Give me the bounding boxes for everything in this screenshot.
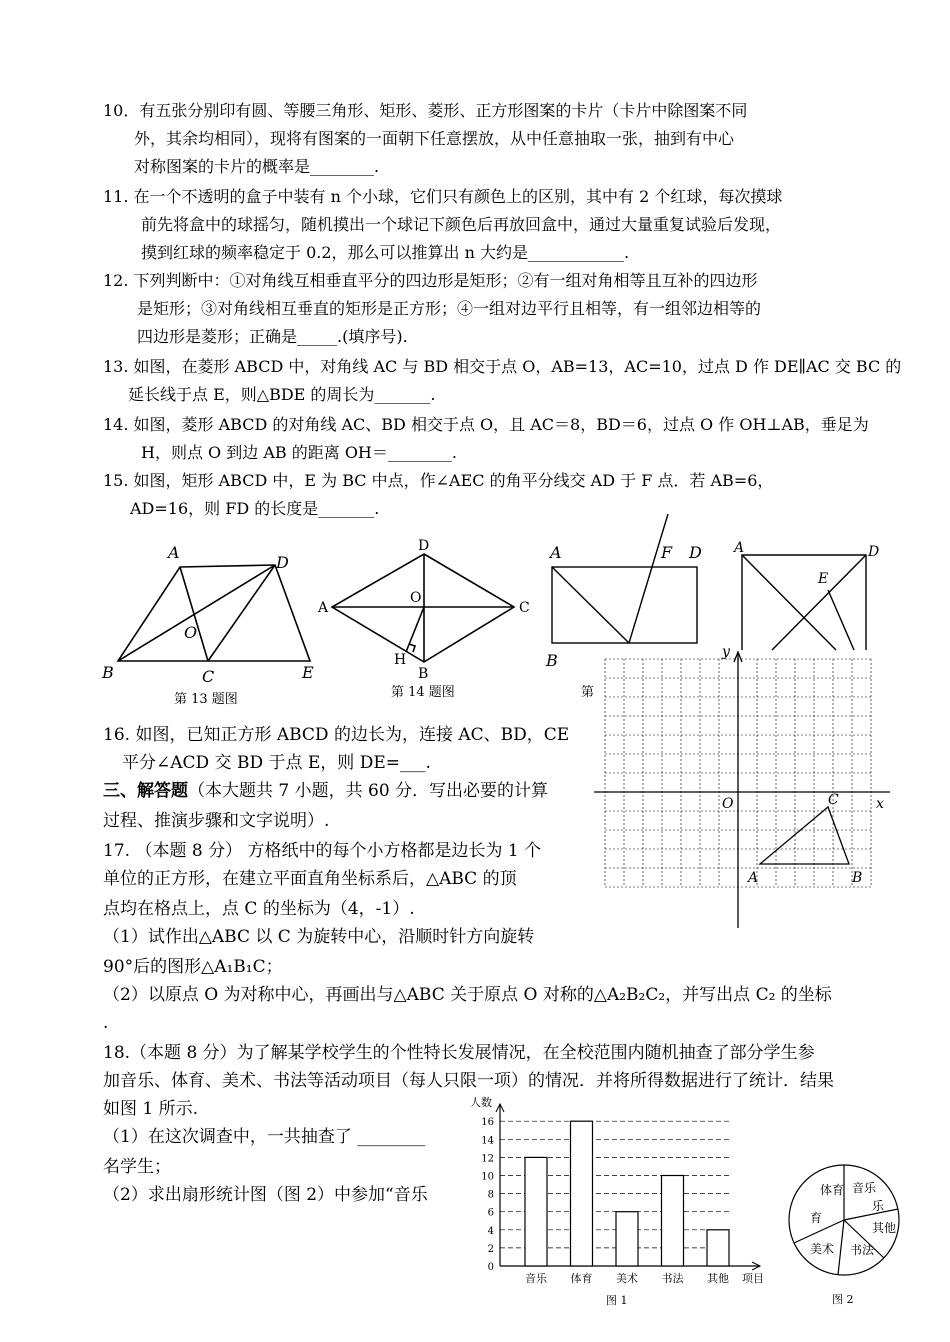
section3-title: 三、解答题 [103, 781, 188, 801]
grid-label-x: x [876, 796, 884, 812]
q14-line2: H，则点 O 到边 AB 的距离 OH＝________. [141, 443, 457, 462]
bar-chart-xlabel: 项目 [742, 1272, 764, 1285]
bar-chart-title: 图 1 [606, 1294, 628, 1307]
bar-category-label: 体育 [570, 1272, 593, 1285]
fig16-label-d: D [868, 544, 880, 560]
figure-14 [314, 532, 534, 687]
bar-tick-label: 8 [487, 1189, 494, 1201]
fig13-side-dc [208, 565, 275, 661]
q17-line2: 单位的正方形，在建立平面直角坐标系后，△ABC 的顶 [103, 869, 517, 889]
pie-label-ti: 体育 [820, 1183, 845, 1197]
section3-note: （本大题共 7 小题，共 60 分．写出必要的计算 [188, 781, 549, 801]
fig16-diagonal-bd [772, 555, 866, 650]
bar [616, 1212, 638, 1266]
q17-line7: . [103, 1013, 109, 1033]
q11-line2: 前先将盒中的球摇匀，随机摸出一个球记下颜色后再放回盒中，通过大量重复试验后发现， [141, 215, 782, 234]
fig13-caption: 第 13 题图 [174, 692, 238, 707]
grid-label-c: C [828, 792, 839, 808]
fig16-label-e: E [818, 571, 829, 587]
q17-line1: 17. （本题 8 分） 方格纸中的每个小方格都是边长为 1 个 [103, 841, 542, 861]
q17-line4: （1）试作出△ABC 以 C 为旋转中心，沿顺时针方向旋转 [103, 927, 535, 947]
fig13-label-c: C [202, 667, 215, 686]
bar-tick-label: 12 [481, 1153, 494, 1165]
fig15-caption: 第 [581, 685, 595, 700]
bar-category-label: 书法 [661, 1272, 684, 1285]
pie-label-yin: 音乐 [852, 1181, 877, 1195]
grid-label-y: y [722, 644, 730, 660]
q18-line3: 如图 1 所示. [103, 1099, 199, 1119]
section3-line2: 过程、推演步骤和文字说明）. [103, 811, 330, 831]
bar-chart-ylabel: 人数 [470, 1096, 492, 1109]
q18-line1: 18.（本题 8 分）为了解某学校学生的个性特长发展情况，在全校范围内随机抽查了部分学生参 [103, 1043, 815, 1063]
fig16-label-a: A [734, 540, 745, 556]
q13-line2: 延长线于点 E，则△BDE 的周长为_______. [128, 385, 436, 404]
pie-label-other: 其他 [872, 1221, 897, 1235]
bar [525, 1157, 547, 1266]
q11-line3: 摸到红球的频率稳定于 0.2，那么可以推算出 n 大约是____________. [141, 243, 630, 262]
fig14-caption: 第 14 题图 [391, 685, 455, 700]
grid-label-b: B [852, 870, 863, 886]
pie-divider-4 [838, 1220, 844, 1275]
fig13-label-o: O [184, 623, 198, 642]
bar [662, 1176, 684, 1267]
bar-category-label: 音乐 [525, 1272, 547, 1285]
fig13-label-a: A [168, 543, 180, 562]
fig15-label-a: A [550, 543, 562, 562]
q10-line3: 对称图案的卡片的概率是________. [134, 157, 380, 176]
q13-line1: 13. 如图，在菱形 ABCD 中，对角线 AC 与 BD 相交于点 O，AB=13，AC=10，过点 D 作 DE∥AC 交 BC 的 [103, 357, 902, 376]
q17-line3: 点均在格点上，点 C 的坐标为（4，-1）. [103, 899, 415, 919]
bar [571, 1121, 593, 1266]
section3-heading [103, 780, 548, 802]
q12-line1: 12. 下列判断中：①对角线互相垂直平分的四边形是矩形；②有一组对角相等且互补的四边形 [103, 271, 758, 290]
q16-line2: 平分∠ACD 交 BD 于点 E，则 DE=___. [122, 753, 431, 773]
fig14-label-h: H [394, 652, 407, 668]
q17-line6: （2）以原点 O 为对称中心，再画出与△ABC 关于原点 O 对称的△A₂B₂C₂，并写出点 C₂ 的坐标 [103, 985, 832, 1005]
fig15-label-f: F [661, 543, 673, 562]
fig13-label-e: E [302, 663, 314, 682]
fig15-segment-ae [552, 567, 629, 643]
fig15-label-d: D [689, 543, 702, 562]
bar-category-label: 其他 [707, 1272, 729, 1285]
pie-chart-title: 图 2 [832, 1293, 854, 1306]
triangle-abc [760, 807, 849, 864]
fig13-label-d: D [276, 553, 289, 572]
q18-line5: 名学生； [103, 1157, 171, 1177]
fig15-label-b: B [546, 651, 558, 670]
pie-chart [786, 1150, 911, 1310]
pie-label-yu: 育 [810, 1211, 823, 1225]
fig14-label-o: O [410, 590, 422, 606]
pie-label-art: 美术 [810, 1242, 835, 1256]
bar-tick-label: 6 [487, 1207, 494, 1219]
q12-line2: 是矩形；③对角线相互垂直的矩形是正方形；④一组对边平行且相等，有一组邻边相等的 [137, 299, 762, 318]
fig14-label-a: A [318, 600, 329, 616]
grid-label-o: O [722, 796, 734, 812]
pie-divider-2 [844, 1209, 898, 1220]
q18-line4: （1）在这次调查中，一共抽查了 ________ [103, 1127, 426, 1147]
bar-tick-label: 0 [487, 1262, 494, 1273]
fig15-rectangle [552, 567, 697, 643]
q15-line1: 15. 如图，矩形 ABCD 中，E 为 BC 中点，作∠AEC 的角平分线交 AD 于 F 点．若 AB=6， [103, 471, 774, 490]
q16-line1: 16. 如图，已知正方形 ABCD 的边长为，连接 AC、BD，CE [103, 725, 570, 745]
fig13-label-b: B [102, 663, 114, 682]
bar-chart [460, 1094, 780, 1312]
figure-16 [726, 538, 896, 653]
bar-tick-label: 2 [487, 1243, 494, 1255]
q14-line1: 14. 如图，菱形 ABCD 的对角线 AC、BD 相交于点 O，且 AC＝8，BD＝6，过点 O 作 OH⊥AB，垂足为 [103, 415, 869, 434]
fig13-diagonal-bd [118, 565, 275, 661]
fig15-bisector [629, 514, 668, 643]
fig14-label-b: B [418, 666, 429, 682]
q12-line3: 四边形是菱形；正确是_____.(填序号). [137, 327, 408, 346]
fig14-label-c: C [519, 600, 530, 616]
bar [707, 1230, 729, 1266]
q10-line1: 10．有五张分别印有圆、等腰三角形、矩形、菱形、正方形图案的卡片（卡片中除图案不同 [103, 101, 748, 120]
figure-13 [98, 540, 318, 690]
fig16-diagonal-ac [742, 555, 836, 650]
pie-label-calligraphy: 书法 [850, 1243, 875, 1257]
bar-tick-label: 4 [487, 1225, 494, 1237]
q18-line2: 加音乐、体育、美术、书法等活动项目（每人只限一项）的情况．并将所得数据进行了统计．结果 [103, 1071, 834, 1091]
q18-line6: （2）求出扇形统计图（图 2）中参加“音乐 [103, 1185, 428, 1205]
fig13-outline [118, 565, 310, 661]
q11-line1: 11. 在一个不透明的盒子中装有 n 个小球，它们只有颜色上的区别，其中有 2 个红球，每次摸球 [103, 187, 783, 206]
fig14-label-d: D [418, 538, 430, 554]
bar-tick-label: 16 [481, 1117, 494, 1129]
grid-label-a: A [748, 870, 759, 886]
bar-tick-label: 10 [481, 1171, 494, 1183]
q17-line5: 90°后的图形△A₁B₁C； [103, 957, 283, 977]
bar-category-label: 美术 [616, 1272, 638, 1285]
bar-tick-label: 14 [481, 1135, 494, 1147]
pie-label-yue: 乐 [872, 1199, 885, 1213]
fig14-right-angle [409, 644, 415, 652]
q15-line2: AD=16，则 FD 的长度是_______. [130, 499, 380, 518]
q10-line2: 外，其余均相同），现将有图案的一面朝下任意摆放，从中任意抽取一张，抽到有中心 [134, 129, 735, 148]
coordinate-grid-figure [592, 640, 892, 930]
